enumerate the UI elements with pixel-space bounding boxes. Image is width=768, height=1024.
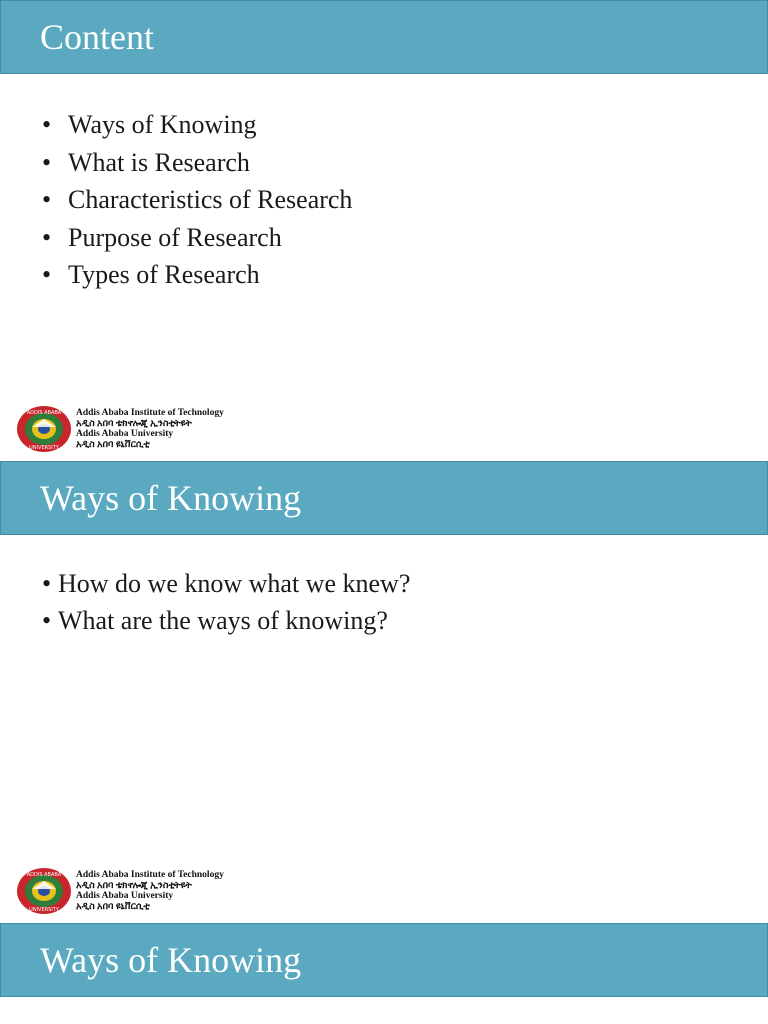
list-item-text: Types of Research bbox=[68, 260, 260, 289]
university-seal-icon bbox=[16, 405, 72, 453]
list-item-text: What are the ways of knowing? bbox=[58, 606, 388, 635]
list-item-text: How do we know what we knew? bbox=[58, 569, 411, 598]
logo-line-university: Addis Ababa University bbox=[76, 429, 174, 439]
seal-top-text: ADDIS ABABA bbox=[26, 872, 62, 878]
university-seal-icon bbox=[16, 867, 72, 915]
list-item bbox=[42, 144, 352, 182]
list-item-text: Characteristics of Research bbox=[68, 185, 353, 214]
list-item bbox=[42, 106, 352, 144]
slide-header bbox=[0, 0, 768, 74]
bullet-icon: • bbox=[42, 260, 52, 289]
logo-line-institute: Addis Ababa Institute of Technology bbox=[76, 408, 224, 418]
logo-line-institute-amharic: አዲስ አበባ ቴክኖሎጂ ኢንስቲትዩት bbox=[76, 880, 192, 891]
logo-line-institute: Addis Ababa Institute of Technology bbox=[76, 870, 224, 880]
list-item bbox=[42, 256, 352, 294]
list-item bbox=[42, 219, 352, 257]
list-item bbox=[42, 602, 410, 639]
logo-line-university-amharic: አዲስ አበባ ዩኒቨርሲቲ bbox=[76, 439, 150, 450]
logo-text bbox=[76, 870, 224, 912]
slide-header bbox=[0, 923, 768, 997]
slide-title: Content bbox=[40, 17, 154, 57]
logo-line-university-amharic: አዲስ አበባ ዩኒቨርሲቲ bbox=[76, 901, 150, 912]
list-item-text: What is Research bbox=[68, 147, 250, 177]
bullet-icon: • bbox=[42, 606, 52, 635]
seal-bottom-text: UNIVERSITY bbox=[29, 907, 59, 913]
slide-title: Ways of Knowing bbox=[40, 940, 302, 980]
bullet-icon: • bbox=[42, 110, 52, 139]
logo-line-university: Addis Ababa University bbox=[76, 891, 174, 901]
seal-top-text: ADDIS ABABA bbox=[26, 410, 62, 416]
slide-header bbox=[0, 461, 768, 535]
bullet-list bbox=[42, 106, 352, 294]
slide-ways-of-knowing-continued bbox=[0, 923, 768, 1024]
seal-bottom-text: UNIVERSITY bbox=[29, 445, 59, 451]
university-logo-block bbox=[16, 405, 316, 453]
bullet-icon: • bbox=[42, 569, 52, 598]
list-item bbox=[42, 565, 410, 602]
bullet-list bbox=[42, 565, 410, 639]
slide-ways-of-knowing bbox=[0, 461, 768, 923]
bullet-icon: • bbox=[42, 185, 52, 214]
slide-content bbox=[0, 0, 768, 461]
logo-text bbox=[76, 408, 224, 450]
list-item bbox=[42, 181, 352, 219]
list-item-text: Purpose of Research bbox=[68, 222, 282, 252]
bullet-icon: • bbox=[42, 147, 52, 177]
slide-title: Ways of Knowing bbox=[40, 478, 302, 518]
list-item-text: Ways of Knowing bbox=[68, 110, 257, 139]
university-logo-block bbox=[16, 867, 316, 915]
logo-line-institute-amharic: አዲስ አበባ ቴክኖሎጂ ኢንስቲትዩት bbox=[76, 418, 192, 429]
bullet-icon: • bbox=[42, 222, 52, 252]
